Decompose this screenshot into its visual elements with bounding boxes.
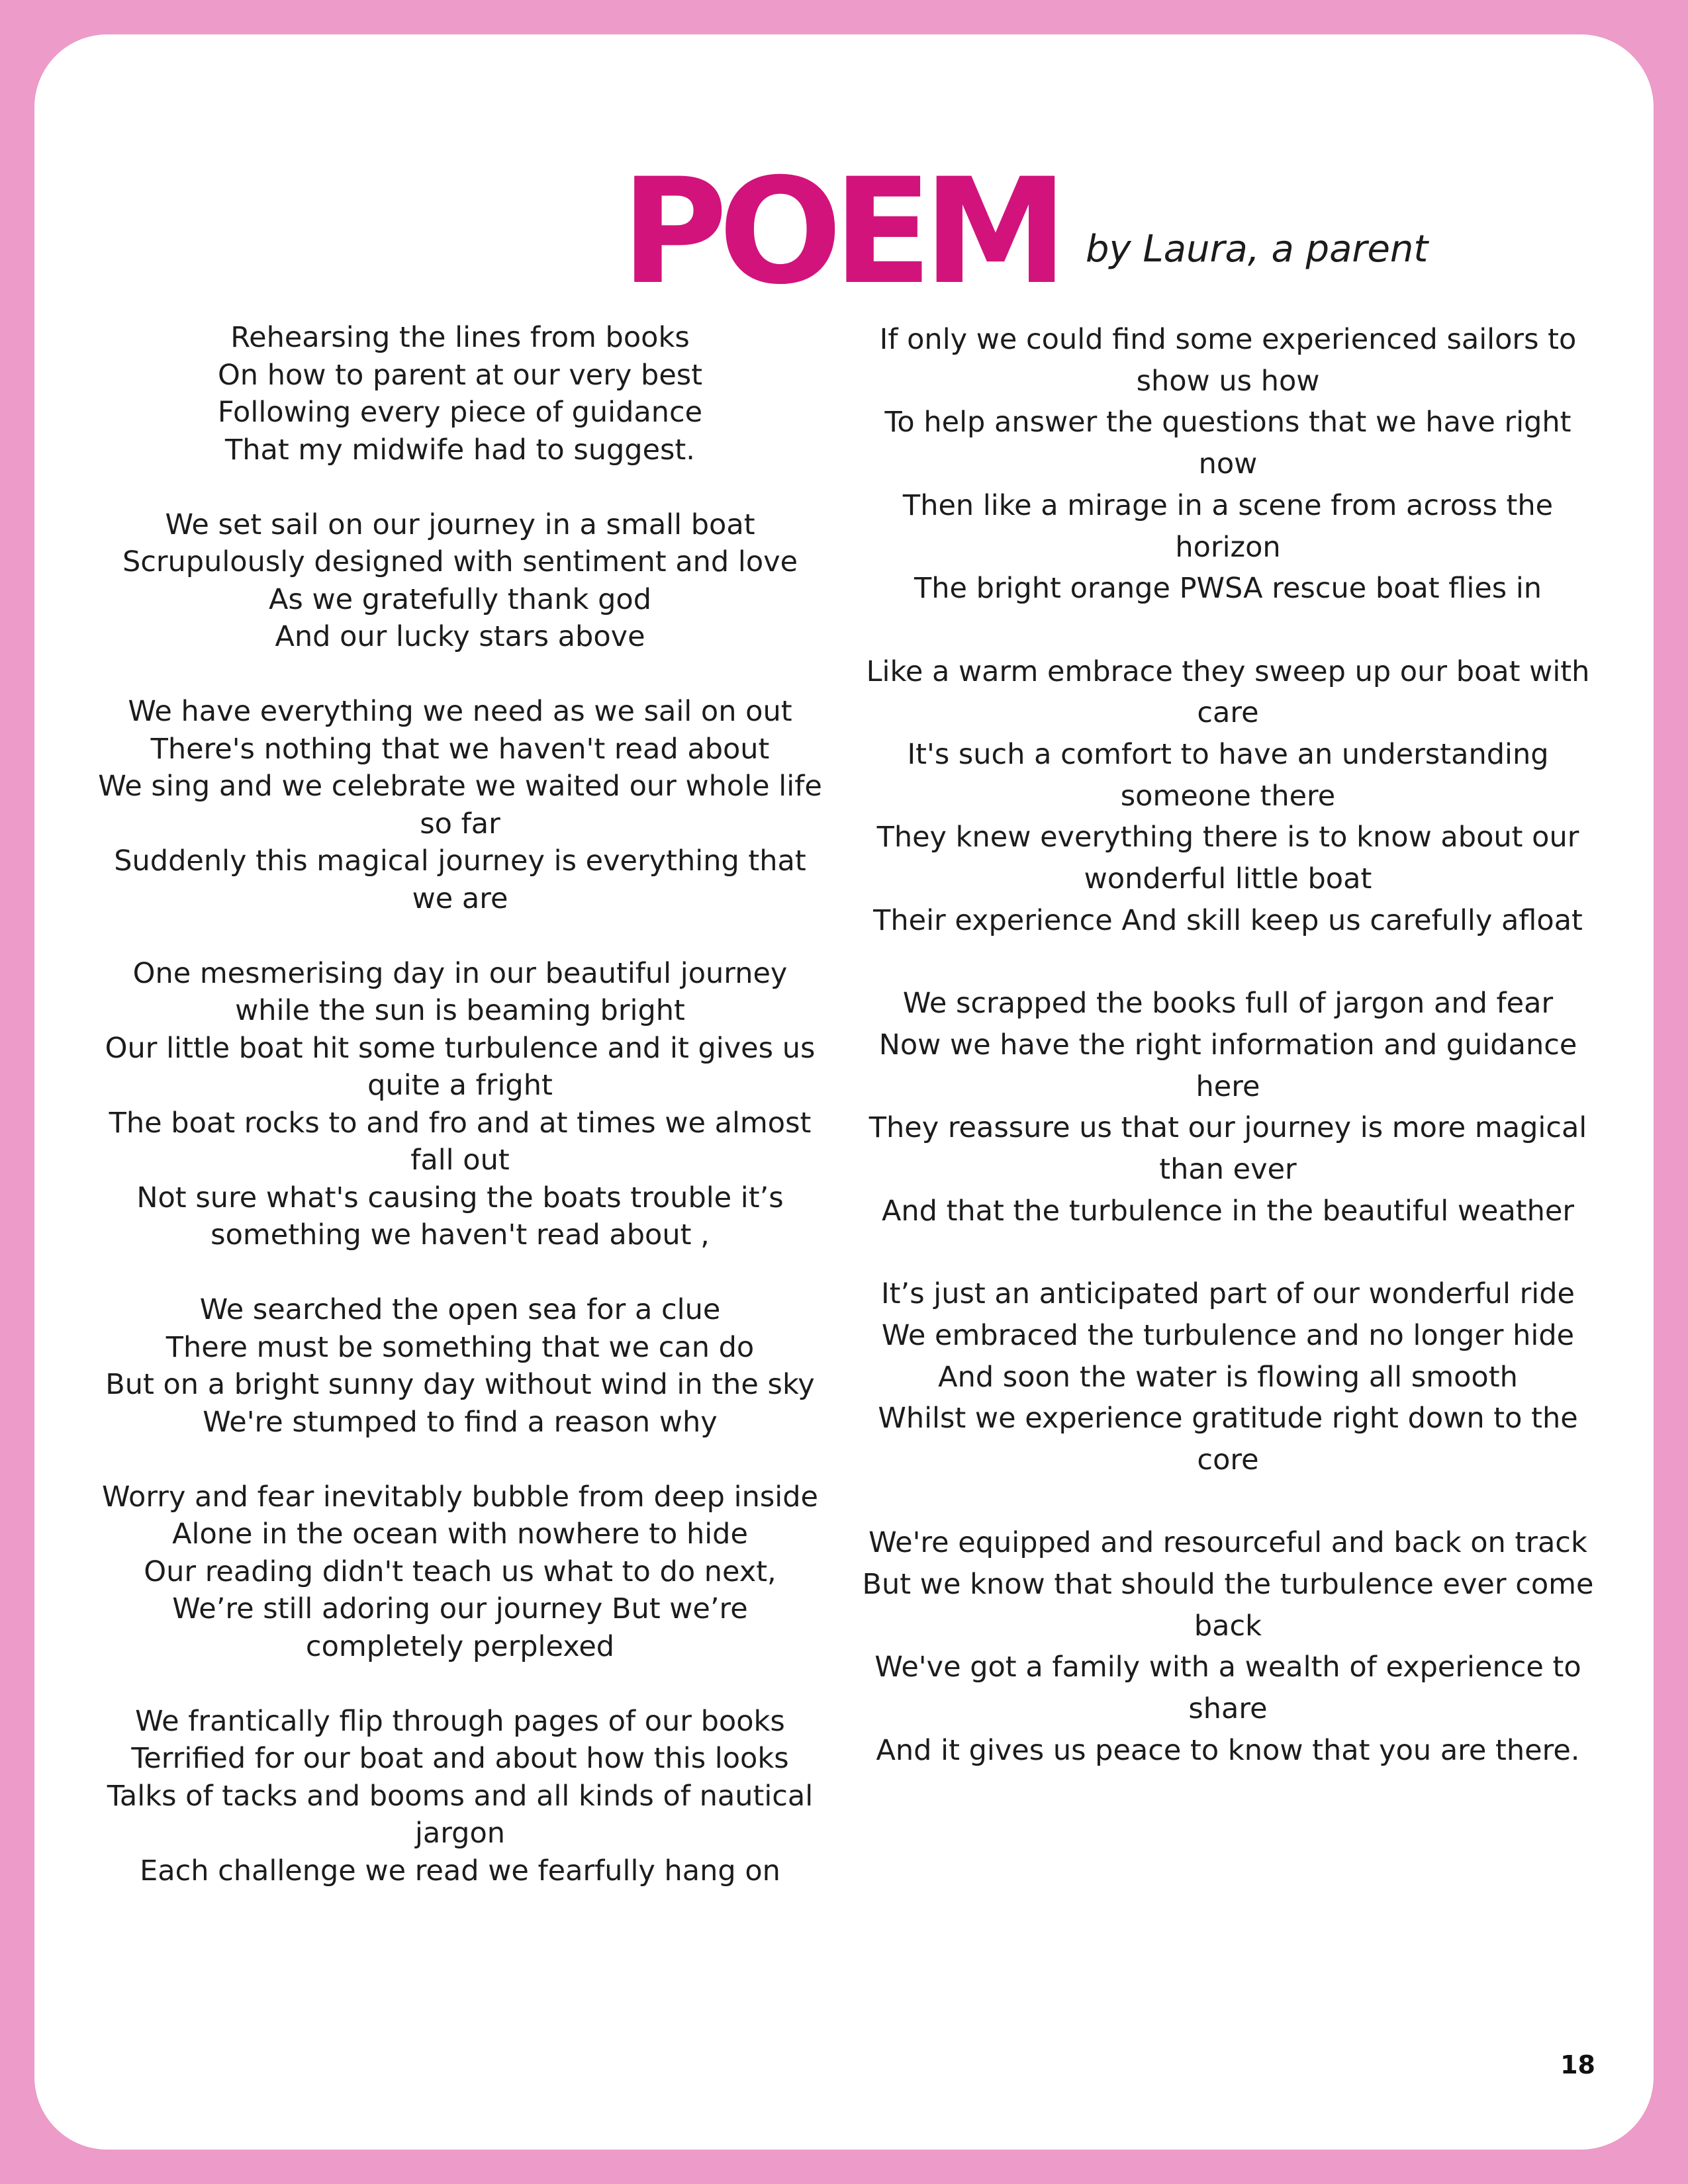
poem-line: Now we have the right information and guidance here	[878, 1028, 1577, 1103]
poem-line: And our lucky stars above	[275, 620, 645, 653]
poem-line: It’s just an anticipated part of our wonderful ride	[880, 1277, 1575, 1311]
poem-line: The boat rocks to and fro and at times we almost fall out	[109, 1106, 812, 1177]
poem-line: We frantically flip through pages of our books	[135, 1704, 785, 1738]
poem-line: We've got a family with a wealth of experience to share	[874, 1651, 1581, 1726]
poem-line: One mesmerising day in our beautiful journey while the sun is beaming bright	[132, 956, 788, 1027]
poem-stanza	[93, 506, 827, 656]
poem-line: Then like a mirage in a scene from across the horizon	[902, 488, 1554, 564]
poem-line: There's nothing that we haven't read about	[150, 732, 770, 766]
poem-line: Our little boat hit some turbulence and it gives us quite a fright	[105, 1031, 816, 1102]
poem-line: Talks of tacks and booms and all kinds of nautical jargon	[107, 1779, 814, 1850]
poem-line: Not sure what's causing the boats trouble it’s something we haven't read about ,	[136, 1181, 784, 1251]
poem-line: There must be something that we can do	[165, 1330, 755, 1364]
poem-line: We're stumped to find a reason why	[203, 1405, 718, 1439]
poem-line: That my midwife had to suggest.	[225, 433, 695, 467]
poem-line: Each challenge we read we fearfully hang on	[140, 1854, 780, 1888]
poem-line: Their experience And skill keep us carefully afloat	[873, 903, 1583, 937]
poem-line: And it gives us peace to know that you are there.	[876, 1733, 1580, 1767]
poem-line: Whilst we experience gratitude right down to the core	[878, 1402, 1578, 1477]
poem-line: We set sail on our journey in a small boat	[165, 508, 755, 541]
poem-line: It's such a comfort to have an understanding someone there	[907, 738, 1549, 813]
author-byline: by Laura, a parent	[1086, 228, 1429, 271]
poem-stanza	[93, 1479, 827, 1666]
poem-line: We searched the open sea for a clue	[199, 1293, 721, 1326]
poem-stanza	[861, 1522, 1595, 1771]
poem-line: We sing and we celebrate we waited our whole life so far	[98, 770, 822, 841]
poem-line: Rehearsing the lines from books	[230, 321, 690, 354]
poem-line: We’re still adoring our journey But we’re completely perplexed	[172, 1592, 748, 1663]
poem-stanza	[861, 319, 1595, 610]
poem-line: They knew everything there is to know about our wonderful little boat	[876, 821, 1579, 896]
poem-line: On how to parent at our very best	[217, 358, 703, 392]
poem-stanza	[861, 651, 1595, 942]
poem-line: And soon the water is flowing all smooth	[938, 1360, 1518, 1394]
poem-line: Our reading didn't teach us what to do next,	[144, 1555, 776, 1588]
poem-line: Terrified for our boat and about how this looks	[131, 1742, 789, 1775]
poem-line: To help answer the questions that we have right now	[884, 406, 1571, 481]
poem-line: We have everything we need as we sail on out	[128, 695, 792, 728]
poem-stanza	[93, 955, 827, 1254]
page-number: 18	[1560, 2050, 1595, 2079]
poem-right-column	[861, 319, 1595, 1813]
poem-line: But on a bright sunny day without wind in the sky	[105, 1368, 815, 1401]
poem-line: Worry and fear inevitably bubble from deep inside	[102, 1480, 818, 1514]
poem-line: Following every piece of guidance	[217, 396, 703, 429]
poem-line: We're equipped and resourceful and back on track	[868, 1526, 1587, 1560]
poem-stanza	[93, 319, 827, 469]
poem-line: The bright orange PWSA rescue boat flies in	[914, 572, 1542, 606]
title-row	[0, 147, 1688, 316]
poem-stanza	[93, 693, 827, 917]
poem-line: We scrapped the books full of jargon and fear	[902, 987, 1554, 1021]
poem-stanza	[93, 1291, 827, 1441]
poem-stanza	[861, 1273, 1595, 1481]
poem-line: Scrupulously designed with sentiment and love	[122, 545, 798, 578]
poem-line: Suddenly this magical journey is everything that we are	[114, 844, 806, 915]
page-title: POEM	[621, 147, 1059, 316]
poem-line: But we know that should the turbulence ever come back	[862, 1568, 1594, 1643]
poem-stanza	[93, 1703, 827, 1890]
poem-line: They reassure us that our journey is more magical than ever	[868, 1111, 1587, 1187]
poem-line: Alone in the ocean with nowhere to hide	[172, 1518, 748, 1551]
poem-stanza	[861, 983, 1595, 1232]
poem-line: If only we could find some experienced sailors to show us how	[879, 323, 1577, 398]
poem-line: We embraced the turbulence and no longer hide	[881, 1318, 1575, 1352]
poem-line: Like a warm embrace they sweep up our boat with care	[866, 655, 1590, 730]
poem-line: And that the turbulence in the beautiful weather	[881, 1194, 1575, 1228]
poem-line: As we gratefully thank god	[268, 582, 651, 616]
poem-left-column	[93, 319, 827, 1927]
